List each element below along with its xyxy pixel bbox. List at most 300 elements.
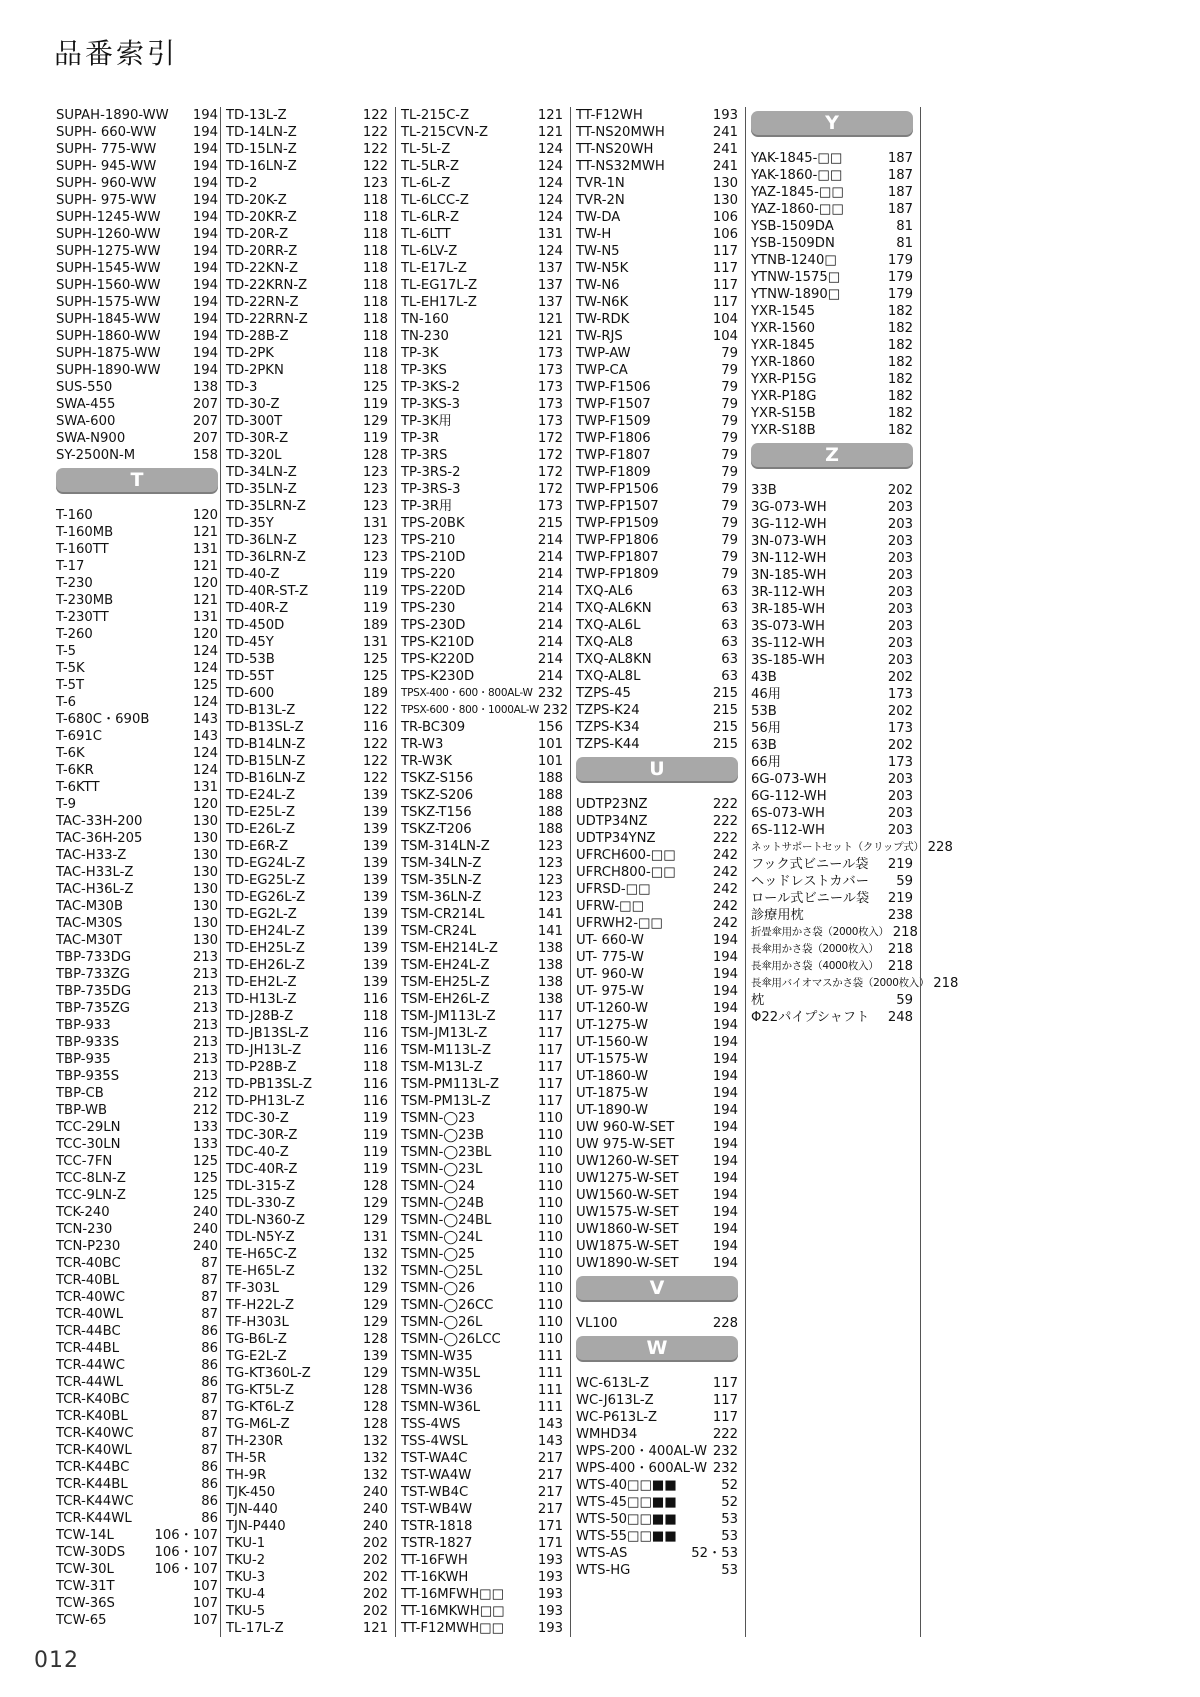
index-entry xyxy=(401,1076,563,1093)
index-entry xyxy=(56,1476,218,1493)
product-code: TD-P28B-Z xyxy=(226,1060,297,1075)
page-ref: 111 xyxy=(537,1383,563,1398)
page-ref: 213 xyxy=(192,1018,218,1033)
index-entry xyxy=(576,1494,738,1511)
index-entry xyxy=(751,550,913,567)
page-ref: 119 xyxy=(362,431,388,446)
index-entry xyxy=(226,753,388,770)
product-code: TD-55T xyxy=(226,669,274,684)
product-code: ロール式ビニール袋 xyxy=(751,891,870,906)
page-ref: 242 xyxy=(712,865,738,880)
index-entry xyxy=(401,821,563,838)
index-entry xyxy=(576,1068,738,1085)
page-ref: 128 xyxy=(362,1332,388,1347)
page-ref: 124 xyxy=(537,159,563,174)
page-ref: 203 xyxy=(887,636,913,651)
page-ref: 232 xyxy=(712,1461,738,1476)
index-entry xyxy=(226,1569,388,1586)
page-ref: 137 xyxy=(537,295,563,310)
index-entry xyxy=(751,167,913,184)
index-entry xyxy=(56,728,218,745)
page-ref: 139 xyxy=(362,873,388,888)
product-code: TZPS-K44 xyxy=(576,737,640,752)
page-ref: 118 xyxy=(362,329,388,344)
page-ref: 139 xyxy=(362,958,388,973)
product-code: TBP-735ZG xyxy=(56,1001,130,1016)
product-code: TSMN-◯23L xyxy=(401,1162,483,1177)
page-ref: 194 xyxy=(192,329,218,344)
index-entry xyxy=(226,464,388,481)
index-entry xyxy=(576,881,738,898)
product-code: TSKZ-S156 xyxy=(401,771,474,786)
page-ref: 111 xyxy=(537,1349,563,1364)
index-entry xyxy=(226,549,388,566)
index-entry xyxy=(401,1569,563,1586)
product-code: SUPH-1845-WW xyxy=(56,312,161,327)
page-ref: 202 xyxy=(887,738,913,753)
product-code: TD-600 xyxy=(226,686,275,701)
page-ref: 202 xyxy=(362,1553,388,1568)
page-ref: 117 xyxy=(712,1410,738,1425)
product-code: YXR-S15B xyxy=(751,406,816,421)
page-ref: 214 xyxy=(537,550,563,565)
page-ref: 173 xyxy=(887,755,913,770)
product-code: TCR-44BL xyxy=(56,1341,120,1356)
product-code: TW-RDK xyxy=(576,312,630,327)
product-code: TD-40-Z xyxy=(226,567,280,582)
index-entry xyxy=(226,1501,388,1518)
index-entry xyxy=(401,600,563,617)
page-ref: 194 xyxy=(712,1256,738,1271)
index-entry xyxy=(226,277,388,294)
page-ref: 87 xyxy=(201,1426,218,1441)
page-ref: 122 xyxy=(362,159,388,174)
product-code: YXR-P18G xyxy=(751,389,817,404)
index-entry xyxy=(401,226,563,243)
page-ref: 179 xyxy=(887,287,913,302)
index-entry xyxy=(56,175,218,192)
index-entry xyxy=(56,209,218,226)
page-ref: 104 xyxy=(712,329,738,344)
page-ref: 182 xyxy=(887,355,913,370)
product-code: TD-EH25L-Z xyxy=(226,941,305,956)
page-ref: 138 xyxy=(537,992,563,1007)
product-code: TCC-7FN xyxy=(56,1154,113,1169)
product-code: SUPH- 660-WW xyxy=(56,125,157,140)
index-entry xyxy=(226,1484,388,1501)
index-entry xyxy=(401,855,563,872)
product-code: TAC-M30S xyxy=(56,916,123,931)
product-code: TP-3RS xyxy=(401,448,448,463)
product-code: TXQ-AL8L xyxy=(576,669,641,684)
index-entry xyxy=(226,1280,388,1297)
page-ref: 120 xyxy=(192,627,218,642)
section-header-u: U xyxy=(576,757,738,781)
product-code: TDC-40-Z xyxy=(226,1145,289,1160)
index-entry xyxy=(56,592,218,609)
index-entry xyxy=(751,1009,913,1026)
page-ref: 119 xyxy=(362,1128,388,1143)
page-ref: 173 xyxy=(537,414,563,429)
product-code: TSMN-W36 xyxy=(401,1383,473,1398)
product-code: 46用 xyxy=(751,687,781,702)
index-entry xyxy=(576,549,738,566)
product-code: WPS-400・600AL-W xyxy=(576,1461,708,1476)
index-entry xyxy=(56,1374,218,1391)
product-code: WTS-40□□■■ xyxy=(576,1478,677,1493)
product-code: YXR-1560 xyxy=(751,321,816,336)
index-entry xyxy=(226,583,388,600)
index-entry xyxy=(401,1042,563,1059)
product-code: TT-16FWH xyxy=(401,1553,468,1568)
product-code: TZPS-45 xyxy=(576,686,631,701)
index-entry xyxy=(226,1042,388,1059)
page-ref: 232 xyxy=(712,1444,738,1459)
index-entry xyxy=(56,1323,218,1340)
page-ref: 139 xyxy=(362,839,388,854)
page-ref: 130 xyxy=(712,176,738,191)
index-entry xyxy=(751,184,913,201)
index-entry xyxy=(226,1365,388,1382)
page-ref: 143 xyxy=(192,729,218,744)
index-entry xyxy=(401,1603,563,1620)
page-ref: 119 xyxy=(362,1162,388,1177)
product-code: TSTR-1818 xyxy=(401,1519,473,1534)
product-code: T-260 xyxy=(56,627,93,642)
index-entry xyxy=(56,898,218,915)
page-ref: 207 xyxy=(192,431,218,446)
index-entry xyxy=(226,872,388,889)
index-entry xyxy=(576,1136,738,1153)
index-entry xyxy=(576,447,738,464)
section-header-w: W xyxy=(576,1336,738,1360)
product-code: TD-35LRN-Z xyxy=(226,499,306,514)
page-ref: 117 xyxy=(712,278,738,293)
index-entry xyxy=(226,243,388,260)
page-ref: 110 xyxy=(537,1213,563,1228)
column-divider xyxy=(745,107,746,1637)
product-code: UW1890-W-SET xyxy=(576,1256,679,1271)
page-ref: 111 xyxy=(537,1400,563,1415)
product-code: UT-1575-W xyxy=(576,1052,649,1067)
page-ref: 121 xyxy=(537,108,563,123)
product-code: TXQ-AL6 xyxy=(576,584,634,599)
index-entry xyxy=(576,226,738,243)
index-entry xyxy=(56,745,218,762)
page-ref: 123 xyxy=(362,176,388,191)
page-ref: 125 xyxy=(192,1188,218,1203)
product-code: SUPH-1575-WW xyxy=(56,295,161,310)
index-entry xyxy=(401,1127,563,1144)
page-ref: 117 xyxy=(537,1009,563,1024)
page-ref: 118 xyxy=(362,210,388,225)
page-ref: 194 xyxy=(192,142,218,157)
page-ref: 218 xyxy=(933,976,959,991)
product-code: 診療用枕 xyxy=(751,908,804,923)
page-ref: 188 xyxy=(537,822,563,837)
index-entry xyxy=(401,1433,563,1450)
index-entry xyxy=(401,923,563,940)
index-entry xyxy=(751,975,959,992)
index-entry xyxy=(576,600,738,617)
page-ref: 187 xyxy=(887,202,913,217)
product-code: UT-1875-W xyxy=(576,1086,649,1101)
page-ref: 217 xyxy=(537,1485,563,1500)
page-ref: 118 xyxy=(362,278,388,293)
page-ref: 110 xyxy=(537,1196,563,1211)
page-ref: 87 xyxy=(201,1392,218,1407)
product-code: TJK-450 xyxy=(226,1485,276,1500)
index-entry xyxy=(226,1093,388,1110)
page-ref: 139 xyxy=(362,924,388,939)
product-code: TD-E25L-Z xyxy=(226,805,295,820)
page-ref: 203 xyxy=(887,653,913,668)
product-code: TD-30-Z xyxy=(226,397,280,412)
index-entry xyxy=(226,1076,388,1093)
page-ref: 194 xyxy=(712,1222,738,1237)
page-ref: 130 xyxy=(192,882,218,897)
page-ref: 194 xyxy=(712,1001,738,1016)
product-code: TSMN-◯25L xyxy=(401,1264,483,1279)
index-entry xyxy=(56,124,218,141)
index-entry xyxy=(751,601,913,618)
index-entry xyxy=(226,1229,388,1246)
product-code: TCR-K44BC xyxy=(56,1460,130,1475)
page-ref: 130 xyxy=(192,899,218,914)
index-entry xyxy=(56,1391,218,1408)
index-entry xyxy=(226,923,388,940)
product-code: TCW-36S xyxy=(56,1596,115,1611)
product-code: SWA-600 xyxy=(56,414,116,429)
product-code: TW-N5 xyxy=(576,244,620,259)
page-ref: 124 xyxy=(192,644,218,659)
index-entry xyxy=(401,328,563,345)
index-entry xyxy=(401,1331,563,1348)
index-entry xyxy=(401,192,563,209)
product-code: TAC-33H-200 xyxy=(56,814,143,829)
page-ref: 63 xyxy=(721,618,738,633)
product-code: TXQ-AL8 xyxy=(576,635,634,650)
page-ref: 86 xyxy=(201,1511,218,1526)
page-ref: 118 xyxy=(362,227,388,242)
page-ref: 141 xyxy=(537,907,563,922)
column-divider xyxy=(220,107,221,1637)
product-code: TPS-220D xyxy=(401,584,466,599)
page-ref: 222 xyxy=(712,797,738,812)
page-ref: 130 xyxy=(192,848,218,863)
page-ref: 238 xyxy=(887,908,913,923)
page-ref: 87 xyxy=(201,1443,218,1458)
product-code: TD-EG26L-Z xyxy=(226,890,306,905)
index-entry xyxy=(751,873,913,890)
product-code: TL-EH17L-Z xyxy=(401,295,477,310)
index-entry xyxy=(751,320,913,337)
product-code: UFRSD-□□ xyxy=(576,882,651,897)
product-code: T-5K xyxy=(56,661,85,676)
product-code: TSMN-W35 xyxy=(401,1349,473,1364)
product-code: TW-N6K xyxy=(576,295,629,310)
product-code: TF-H22L-Z xyxy=(226,1298,295,1313)
page-ref: 110 xyxy=(537,1145,563,1160)
page-ref: 122 xyxy=(362,108,388,123)
index-entry xyxy=(56,379,218,396)
index-entry xyxy=(751,337,913,354)
index-entry xyxy=(576,209,738,226)
page-ref: 194 xyxy=(192,363,218,378)
index-entry xyxy=(56,1578,218,1595)
page-ref: 87 xyxy=(201,1290,218,1305)
product-code: TZPS-K24 xyxy=(576,703,640,718)
product-code: TAC-H36L-Z xyxy=(56,882,134,897)
page-ref: 130 xyxy=(192,831,218,846)
product-code: TBP-733DG xyxy=(56,950,132,965)
product-code: SUPH- 775-WW xyxy=(56,142,157,157)
product-code: 折畳傘用かさ袋（2000枚入） xyxy=(751,926,889,938)
index-entry xyxy=(401,158,563,175)
product-code: TD-22RRN-Z xyxy=(226,312,308,327)
product-code: TSM-EH214L-Z xyxy=(401,941,498,956)
index-entry xyxy=(226,668,388,685)
product-code: TCR-40BC xyxy=(56,1256,121,1271)
page-ref: 194 xyxy=(712,1018,738,1033)
product-code: TSM-EH25L-Z xyxy=(401,975,490,990)
page-ref: 63 xyxy=(721,669,738,684)
index-entry xyxy=(226,1008,388,1025)
index-entry xyxy=(576,898,738,915)
page-ref: 118 xyxy=(362,244,388,259)
page-ref: 122 xyxy=(362,754,388,769)
product-code: TD-EH26L-Z xyxy=(226,958,305,973)
index-entry xyxy=(401,702,569,719)
page-ref: 139 xyxy=(362,941,388,956)
page-ref: 130 xyxy=(192,814,218,829)
index-entry xyxy=(56,1170,218,1187)
page-ref: 194 xyxy=(712,1120,738,1135)
page-ref: 214 xyxy=(537,533,563,548)
page-ref: 218 xyxy=(892,925,918,940)
product-code: TP-3R用 xyxy=(401,499,453,514)
product-code: TD-JB13SL-Z xyxy=(226,1026,309,1041)
product-code: TST-WB4C xyxy=(401,1485,469,1500)
page-ref: 217 xyxy=(537,1502,563,1517)
product-code: TPS-230 xyxy=(401,601,456,616)
page-ref: 217 xyxy=(537,1468,563,1483)
product-code: TL-6LCC-Z xyxy=(401,193,469,208)
page-ref: 138 xyxy=(192,380,218,395)
page-ref: 121 xyxy=(537,312,563,327)
product-code: TSM-35LN-Z xyxy=(401,873,482,888)
page-ref: 241 xyxy=(712,159,738,174)
index-entry xyxy=(226,617,388,634)
product-code: 6G-112-WH xyxy=(751,789,827,804)
index-entry xyxy=(226,226,388,243)
index-entry xyxy=(576,915,738,932)
product-code: WC-J613L-Z xyxy=(576,1393,654,1408)
product-code: TSS-4WS xyxy=(401,1417,461,1432)
product-code: TH-5R xyxy=(226,1451,267,1466)
index-entry xyxy=(576,813,738,830)
index-entry xyxy=(751,405,913,422)
index-entry xyxy=(226,1178,388,1195)
page-ref: 121 xyxy=(362,1621,388,1636)
page-ref: 203 xyxy=(887,517,913,532)
product-code: UFRWH2-□□ xyxy=(576,916,663,931)
page-ref: 179 xyxy=(887,253,913,268)
product-code: T-230 xyxy=(56,576,93,591)
page-ref: 110 xyxy=(537,1315,563,1330)
product-code: TDC-30-Z xyxy=(226,1111,289,1126)
page-ref: 187 xyxy=(887,185,913,200)
index-entry xyxy=(751,805,913,822)
product-code: TCR-K40WC xyxy=(56,1426,134,1441)
index-entry xyxy=(226,1467,388,1484)
index-entry xyxy=(226,719,388,736)
product-code: TPS-210D xyxy=(401,550,466,565)
index-entry xyxy=(401,1110,563,1127)
page-ref: 193 xyxy=(537,1570,563,1585)
index-entry xyxy=(576,566,738,583)
page-ref: 52 xyxy=(721,1495,738,1510)
product-code: WC-613L-Z xyxy=(576,1376,650,1391)
index-entry xyxy=(56,1051,218,1068)
page-ref: 118 xyxy=(362,1060,388,1075)
product-code: TCR-K40BC xyxy=(56,1392,130,1407)
index-entry xyxy=(226,1246,388,1263)
product-code: TSS-4WSL xyxy=(401,1434,468,1449)
page-ref: 129 xyxy=(362,1281,388,1296)
product-code: TD-2PKN xyxy=(226,363,284,378)
product-code: 3G-112-WH xyxy=(751,517,827,532)
product-code: TD-22KRN-Z xyxy=(226,278,308,293)
product-code: TCR-K44WC xyxy=(56,1494,134,1509)
product-code: TBP-CB xyxy=(56,1086,104,1101)
page-ref: 63 xyxy=(721,652,738,667)
index-entry xyxy=(401,1229,563,1246)
product-code: TZPS-K34 xyxy=(576,720,640,735)
product-code: TWP-AW xyxy=(576,346,631,361)
product-code: T-680C・690B xyxy=(56,712,150,727)
product-code: TD-35Y xyxy=(226,516,274,531)
index-entry xyxy=(401,1586,563,1603)
page-ref: 171 xyxy=(537,1519,563,1534)
index-entry xyxy=(401,515,563,532)
page-ref: 202 xyxy=(362,1604,388,1619)
product-code: UT-1560-W xyxy=(576,1035,649,1050)
page-ref: 121 xyxy=(192,559,218,574)
product-code: UW 960-W-SET xyxy=(576,1120,675,1135)
index-entry xyxy=(56,677,218,694)
product-code: TSM-EH24L-Z xyxy=(401,958,490,973)
page-ref: 79 xyxy=(721,533,738,548)
index-entry xyxy=(576,345,738,362)
page-ref: 118 xyxy=(362,1009,388,1024)
page-ref: 119 xyxy=(362,1111,388,1126)
page-ref: 203 xyxy=(887,551,913,566)
product-code: WTS-45□□■■ xyxy=(576,1495,677,1510)
product-code: TCR-44BC xyxy=(56,1324,121,1339)
page-ref: 193 xyxy=(537,1553,563,1568)
page-ref: 133 xyxy=(192,1137,218,1152)
page-ref: 137 xyxy=(537,261,563,276)
page-ref: 194 xyxy=(192,244,218,259)
page-ref: 207 xyxy=(192,397,218,412)
page-ref: 86 xyxy=(201,1460,218,1475)
index-entry xyxy=(576,362,738,379)
index-entry xyxy=(751,201,913,218)
page-ref: 203 xyxy=(887,534,913,549)
index-entry xyxy=(56,983,218,1000)
index-entry xyxy=(56,1493,218,1510)
